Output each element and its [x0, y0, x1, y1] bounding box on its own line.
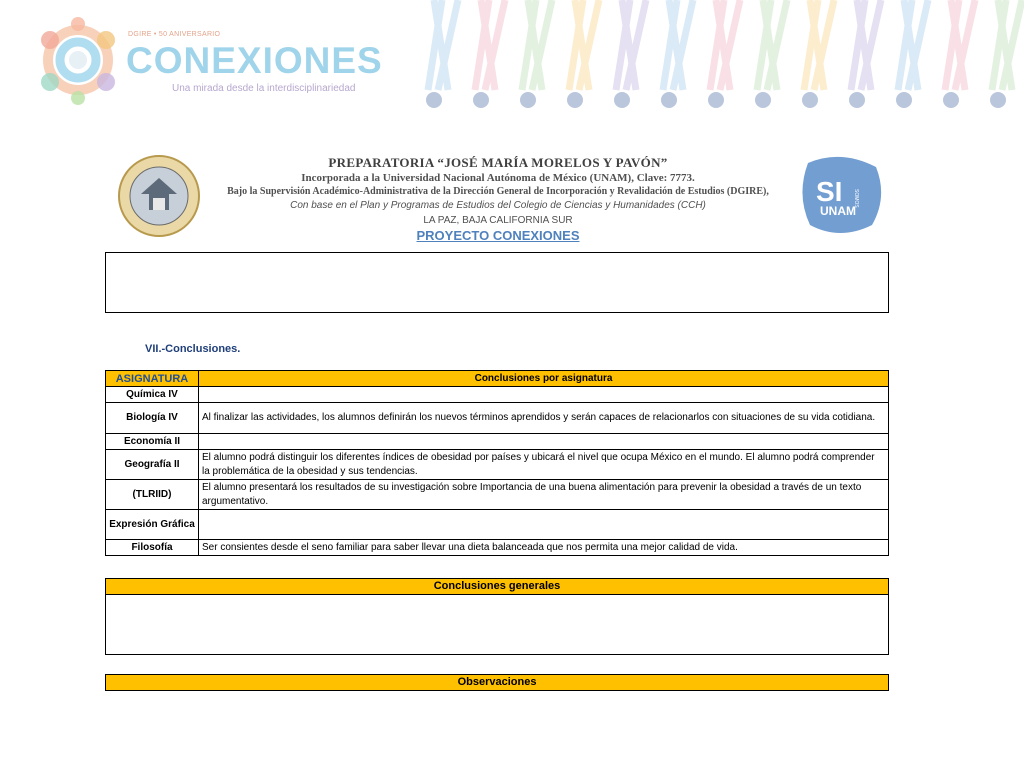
conclusion-cell: Ser consientes desde el seno familiar para saber llevar una dieta balanceada que nos permita una mejor calidad de vida.: [199, 540, 889, 556]
decorative-stripes: [412, 0, 1024, 118]
stripe-decoration: [661, 0, 693, 108]
si-unam-icon: [796, 153, 886, 237]
table-row: [106, 540, 889, 556]
school-name: PREPARATORIA “JOSÉ MARÍA MORELOS Y PAVÓN”: [328, 155, 668, 170]
unam-text: UNAM: [820, 204, 856, 218]
stripe-decoration: [473, 0, 505, 108]
banner-caption: DGIRE • 50 ANIVERSARIO: [128, 31, 221, 38]
conexiones-banner: [0, 0, 1024, 118]
somos-text: SOMOS: [853, 189, 859, 208]
stripe-decoration: [943, 0, 975, 108]
stripe-decoration: [896, 0, 928, 108]
stripe-decoration: [849, 0, 881, 108]
general-conclusions-header: Conclusiones generales: [105, 578, 889, 595]
stripe-decoration: [567, 0, 599, 108]
stripe-decoration: [708, 0, 740, 108]
subject-cell: Filosofía: [106, 540, 199, 556]
conclusion-cell: [199, 387, 889, 403]
table-row: [106, 434, 889, 450]
column-header-subject: ASIGNATURA: [106, 371, 199, 387]
project-description-box: [105, 252, 889, 313]
stripe-decoration: [755, 0, 787, 108]
conexiones-logo-icon: [28, 10, 128, 110]
column-header-conclusions: Conclusiones por asignatura: [199, 371, 889, 387]
stripe-decoration: [614, 0, 646, 108]
si-text: SI: [816, 176, 843, 207]
table-row: [106, 510, 889, 540]
conclusion-cell: [199, 434, 889, 450]
subject-cell: Química IV: [106, 387, 199, 403]
conclusion-cell: El alumno podrá distinguir los diferentes índices de obesidad por países y ubicará el nivel que ocupa México en el mundo. El alumno podrá comprender la problemática de la obesidad y sus tendencias.: [199, 450, 889, 480]
stripe-decoration: [802, 0, 834, 108]
institution-header: [200, 155, 796, 244]
banner-tagline: Una mirada desde la interdisciplinariedad: [172, 83, 356, 94]
subject-cell: Economía II: [106, 434, 199, 450]
general-conclusions-box: [105, 594, 889, 655]
banner-brand: CONEXIONES: [126, 40, 383, 81]
conclusion-cell: Al finalizar las actividades, los alumnos definirán los nuevos términos aprendidos y serán capaces de relacionarlos con situaciones de su vida cotidiana.: [199, 403, 889, 434]
plan-line: Con base en el Plan y Programas de Estudios del Colegio de Ciencias y Humanidades (CCH): [290, 200, 706, 211]
observations-header: Observaciones: [105, 674, 889, 691]
supervision-line: Bajo la Supervisión Académico-Administrativa de la Dirección General de Incorporación y Revalidación de Estudios (DGIRE),: [227, 186, 769, 197]
subject-cell: Biología IV: [106, 403, 199, 434]
table-row: [106, 403, 889, 434]
stripe-decoration: [520, 0, 552, 108]
school-seal-icon: [117, 154, 201, 238]
conclusions-table: [105, 370, 889, 556]
stripe-decoration: [426, 0, 458, 108]
section-title: VII.-Conclusiones.: [145, 343, 241, 355]
conclusion-cell: [199, 510, 889, 540]
table-header-row: [106, 371, 889, 387]
stripe-decoration: [990, 0, 1022, 108]
project-title: PROYECTO CONEXIONES: [416, 228, 580, 243]
table-row: [106, 450, 889, 480]
subject-cell: Expresión Gráfica: [106, 510, 199, 540]
subject-cell: Geografía II: [106, 450, 199, 480]
table-row: [106, 387, 889, 403]
si-unam-logo: [796, 153, 886, 237]
conclusion-cell: El alumno presentará los resultados de su investigación sobre Importancia de una buena alimentación para prevenir la obesidad a través de un texto argumentativo.: [199, 480, 889, 510]
subject-cell: (TLRIID): [106, 480, 199, 510]
city-line: LA PAZ, BAJA CALIFORNIA SUR: [423, 215, 573, 226]
incorporation-line: Incorporada a la Universidad Nacional Autónoma de México (UNAM), Clave: 7773.: [301, 172, 695, 184]
table-row: [106, 480, 889, 510]
